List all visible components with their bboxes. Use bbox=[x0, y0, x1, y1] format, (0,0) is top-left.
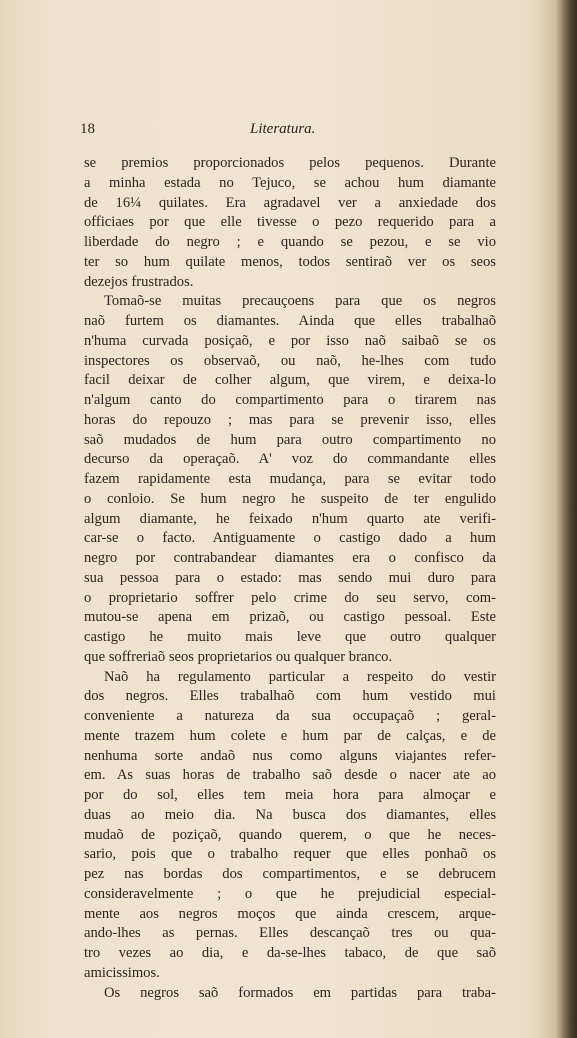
text-line: por do sol, elles tem meia hora para almoçar e bbox=[84, 787, 496, 803]
text-line: n'algum canto do compartimento para o tirarem nas bbox=[84, 392, 496, 408]
text-line: negro por contrabandear diamantes era o confisco da bbox=[84, 550, 496, 566]
text-line: facil deixar de colher algum, que virem, e deixa-lo bbox=[84, 372, 496, 389]
body-text bbox=[84, 154, 496, 1003]
page-number: 18 bbox=[80, 121, 95, 137]
text-line: que soffreriaõ seos proprietarios ou qualquer branco. bbox=[84, 648, 393, 665]
text-line: horas do repouzo ; mas para se prevenir isso, elles bbox=[84, 411, 496, 428]
text-line: mente trazem hum colete e hum par de calças, e de bbox=[84, 727, 496, 744]
page-edge-shadow bbox=[555, 0, 577, 1038]
text-line: o conloio. Se hum negro he suspeito de ter engulido bbox=[84, 490, 496, 507]
text-line: duas ao meio dia. Na busca dos diamantes, elles bbox=[84, 806, 496, 823]
text-line: Tomaõ-se muitas precauçoens para que os negros bbox=[104, 293, 496, 310]
text-line: tro vezes ao dia, e da-se-lhes tabaco, de que saõ bbox=[84, 945, 496, 961]
text-line: naõ furtem os diamantes. Ainda que elles trabalhaõ bbox=[84, 313, 496, 329]
text-line: saõ mudados de hum para outro compartimento no bbox=[84, 431, 496, 448]
text-line: conveniente a natureza da sua occupaçaõ ; geral- bbox=[84, 708, 496, 724]
text-line: algum diamante, he feixado n'hum quarto ate verifi- bbox=[84, 510, 496, 527]
text-line: Naõ ha regulamento particular a respeito do vestir bbox=[104, 668, 496, 685]
text-line: mutou-se apena em prizaõ, ou castigo pessoal. Este bbox=[84, 609, 496, 626]
page-header bbox=[80, 121, 495, 141]
text-line: liberdade do negro ; e quando se pezou, e se vio bbox=[84, 234, 496, 250]
text-line: castigo he muito mais leve que outro qualquer bbox=[84, 629, 496, 645]
text-line: n'huma curvada posiçaõ, e por isso naõ saibaõ se os bbox=[84, 332, 496, 349]
text-line: amicissimos. bbox=[84, 964, 160, 981]
text-line: ando-lhes as pernas. Elles descançaõ tres ou qua- bbox=[84, 925, 496, 942]
text-line: nenhuma sorte andaõ nus como alguns viajantes refer- bbox=[84, 747, 496, 764]
text-line: a minha estada no Tejuco, se achou hum diamante bbox=[84, 174, 496, 191]
text-line: mudaõ de poziçaõ, quando querem, o que he neces- bbox=[84, 826, 496, 843]
text-line: ter so hum quilate menos, todos sentiraõ ver os seos bbox=[84, 253, 496, 270]
text-line: de 16¼ quilates. Era agradavel ver a anxiedade dos bbox=[84, 194, 496, 211]
text-line: Os negros saõ formados em partidas para traba- bbox=[104, 984, 496, 1001]
text-line: officiaes por que elle tivesse o pezo requerido para a bbox=[84, 214, 496, 231]
text-line: dos negros. Elles trabalhaõ com hum vestido mui bbox=[84, 688, 496, 705]
text-line: inspectores os observaõ, ou naõ, he-lhes com tudo bbox=[84, 352, 496, 369]
text-line: decurso da operaçaõ. A' voz do commandante elles bbox=[84, 451, 496, 468]
text-line: se premios proporcionados pelos pequenos. Durante bbox=[84, 155, 496, 171]
text-line: mente aos negros moços que ainda crescem, arque- bbox=[84, 905, 496, 922]
text-line: fazem rapidamente esta mudança, para se evitar todo bbox=[84, 471, 496, 487]
running-title: Literatura. bbox=[250, 121, 316, 137]
text-line: o proprietario soffrer pelo crime do seu servo, com- bbox=[84, 589, 496, 606]
text-line: sua pessoa para o estado: mas sendo mui duro para bbox=[84, 569, 496, 586]
text-line: sario, pois que o trabalho requer que elles ponhaõ os bbox=[84, 846, 496, 863]
text-line: car-se o facto. Antiguamente o castigo dado a hum bbox=[84, 530, 496, 547]
text-line: dezejos frustrados. bbox=[84, 273, 194, 290]
text-line: pez nas bordas dos compartimentos, e se debrucem bbox=[84, 866, 496, 882]
text-line: consideravelmente ; o que he prejudicial especial- bbox=[84, 885, 496, 902]
text-line: em. As suas horas de trabalho saõ desde o nacer ate ao bbox=[84, 767, 496, 784]
